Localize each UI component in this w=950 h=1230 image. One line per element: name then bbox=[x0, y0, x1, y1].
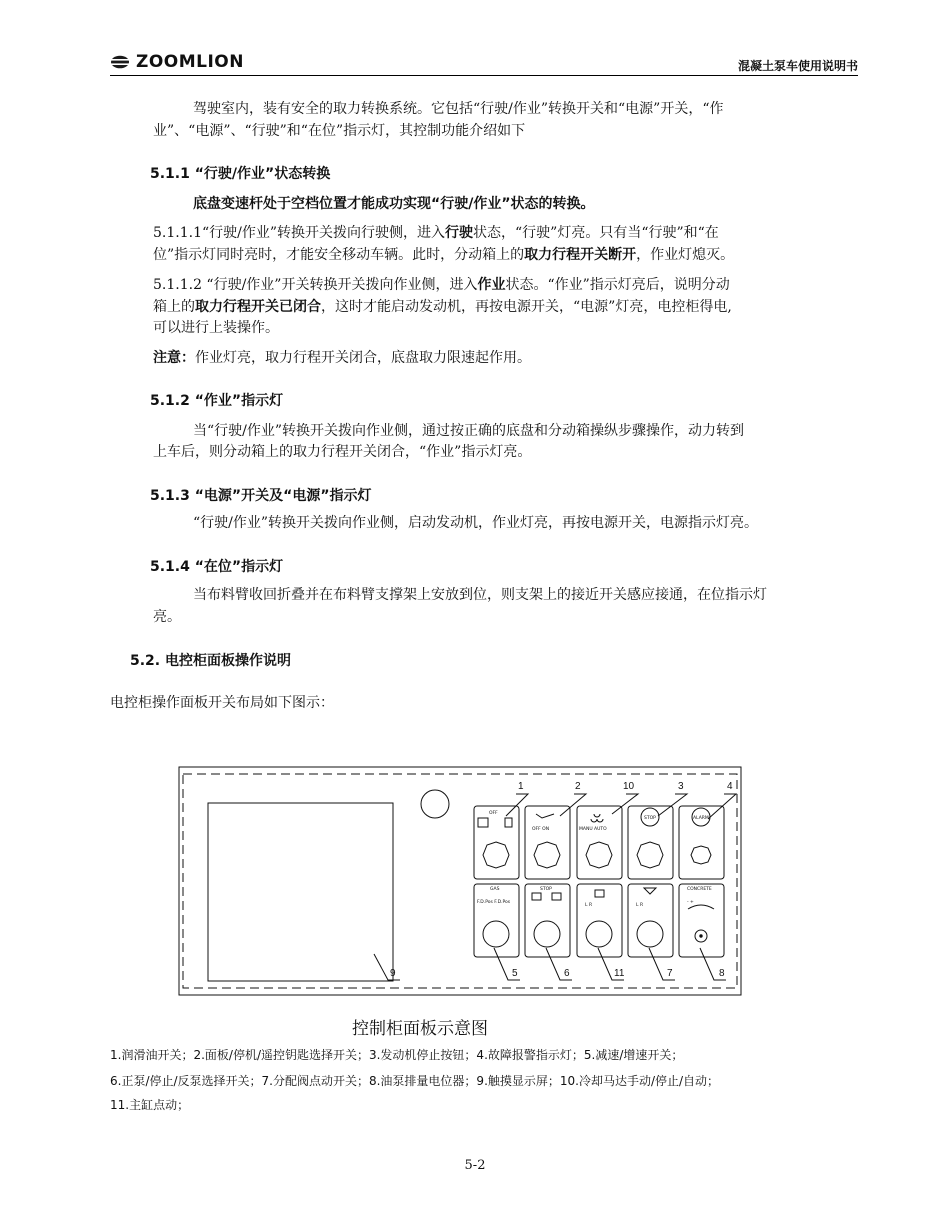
callout-11: 11 bbox=[614, 968, 625, 979]
callout-5: 5 bbox=[512, 968, 518, 979]
knob-5 bbox=[483, 921, 509, 947]
lube-icon bbox=[478, 818, 488, 827]
switch-box-5 bbox=[474, 884, 519, 957]
paragraph-5-1-4-line-2: 亮。 bbox=[153, 609, 181, 625]
legend-line-1: 1.润滑油开关；2.面板/停机/遥控钥匙选择开关；3.发动机停止按钮；4.故障报警指示灯；5.减速/增速开关； bbox=[110, 1048, 684, 1062]
knob-4 bbox=[691, 846, 711, 864]
section-heading-5-1-2: 5.1.2 “作业”指示灯 bbox=[150, 393, 284, 409]
label-off-on: OFF ON bbox=[532, 827, 550, 832]
paragraph-5-1-3: “行驶/作业”转换开关拨向作业侧，启动发动机，作业灯亮，再按电源开关，电源指示灯亮。 bbox=[193, 515, 759, 531]
attention-note: 注意：作业灯亮，取力行程开关闭合，底盘取力限速起作用。 bbox=[153, 350, 531, 366]
callout-1: 1 bbox=[518, 781, 524, 792]
panel-layout-intro: 电控柜操作面板开关布局如下图示： bbox=[110, 695, 334, 711]
knob-6 bbox=[534, 921, 560, 947]
paragraph-5-1-1-2-line-1: 5.1.1.2 “行驶/作业”开关转换开关拨向作业侧，进入作业状态。“作业”指示灯亮后，说明分动 bbox=[153, 277, 730, 293]
intro-line-2: 业”、“电源”、“行驶”和“在位”指示灯，其控制功能介绍如下 bbox=[153, 123, 526, 139]
knob-2 bbox=[534, 842, 560, 868]
section-heading-5-1-1: 5.1.1 “行驶/作业”状态转换 bbox=[150, 166, 331, 182]
manual-title: 混凝土泵车使用说明书 bbox=[737, 59, 858, 73]
diagram-caption: 控制柜面板示意图 bbox=[352, 1019, 488, 1039]
paragraph-5-1-1-1-line-2: 位”指示灯同时亮时，才能安全移动车辆。此时，分动箱上的取力行程开关断开，作业灯熄灭。 bbox=[153, 247, 735, 263]
brand-name: ZOOMLION bbox=[136, 52, 244, 72]
touch-screen bbox=[208, 803, 393, 981]
switch-box-7 bbox=[628, 884, 673, 957]
concrete-arc-icon bbox=[688, 905, 714, 909]
fan-icon bbox=[591, 814, 603, 822]
brand-logo bbox=[110, 52, 244, 72]
paragraph-5-1-2-line-2: 上车后，则分动箱上的取力行程开关闭合，“作业”指示灯亮。 bbox=[153, 444, 532, 460]
knob-3 bbox=[637, 842, 663, 868]
label-gas-sub: F.D.Pos F.D.Pos bbox=[477, 900, 511, 905]
intro-line-1: 驾驶室内，装有安全的取力转换系统。它包括“行驶/作业”转换开关和“电源”开关，“作 bbox=[193, 101, 724, 117]
switch-box-8 bbox=[679, 884, 724, 957]
knob-1 bbox=[483, 842, 509, 868]
knob-7 bbox=[637, 921, 663, 947]
section-heading-5-1-4: 5.1.4 “在位”指示灯 bbox=[150, 559, 284, 575]
label-manu-auto: MANU AUTO bbox=[579, 827, 607, 832]
label-stop: STOP bbox=[644, 816, 656, 821]
paragraph-5-1-1-1-line-1: 5.1.1.1“行驶/作业”转换开关拨向行驶侧，进入行驶状态，“行驶”灯亮。只有当“行驶”和“在 bbox=[153, 225, 719, 241]
callout-8: 8 bbox=[719, 968, 725, 979]
callout-2: 2 bbox=[575, 781, 581, 792]
label-concrete: CONCRETE bbox=[687, 887, 712, 892]
callout-7: 7 bbox=[667, 968, 673, 979]
zoomlion-logo-icon bbox=[110, 55, 130, 69]
switch-box-11 bbox=[577, 884, 622, 957]
label-lr-1: L R bbox=[585, 903, 593, 908]
label-gas: GAS bbox=[490, 887, 500, 892]
emergency-button bbox=[421, 790, 449, 818]
attention-label: 注意： bbox=[153, 350, 195, 366]
paragraph-5-1-1-2-line-3: 可以进行上装操作。 bbox=[153, 320, 279, 336]
callout-3: 3 bbox=[678, 781, 684, 792]
label-lr-2: L R bbox=[636, 903, 644, 908]
page-number: 5-2 bbox=[464, 1158, 486, 1173]
callout-6: 6 bbox=[564, 968, 570, 979]
knob-10 bbox=[586, 842, 612, 868]
label-stop-2: STOP bbox=[540, 887, 552, 892]
knob-11 bbox=[586, 921, 612, 947]
legend-line-2: 6.正泵/停止/反泵选择开关；7.分配阀点动开关；8.油泵排量电位器；9.触摸显示屏；10.冷却马达手动/停止/自动； bbox=[110, 1074, 720, 1088]
header-divider bbox=[110, 75, 858, 76]
label-alarm: ALARM bbox=[693, 816, 709, 821]
paragraph-5-1-1-2-line-2: 箱上的取力行程开关已闭合，这时才能启动发动机，再按电源开关，“电源”灯亮，电控柜得电, bbox=[153, 299, 732, 315]
panel-outer-frame bbox=[179, 767, 741, 995]
control-panel-diagram bbox=[178, 766, 743, 998]
section-heading-5-2: 5.2. 电控柜面板操作说明 bbox=[130, 653, 291, 669]
section-heading-5-1-3: 5.1.3 “电源”开关及“电源”指示灯 bbox=[150, 488, 372, 504]
label-off: OFF bbox=[489, 811, 498, 816]
callout-4: 4 bbox=[727, 781, 733, 792]
legend-line-3: 11.主缸点动； bbox=[110, 1098, 190, 1112]
label-concrete-sub: - + bbox=[687, 900, 694, 905]
callout-9: 9 bbox=[390, 968, 396, 979]
callout-10: 10 bbox=[623, 781, 635, 792]
paragraph-5-1-2-line-1: 当“行驶/作业”转换开关拨向作业侧，通过按正确的底盘和分动箱操纵步骤操作，动力转到 bbox=[193, 423, 745, 439]
gear-neutral-note: 底盘变速杆处于空档位置才能成功实现“行驶/作业”状态的转换。 bbox=[193, 196, 595, 212]
paragraph-5-1-4-line-1: 当布料臂收回折叠并在布料臂支撑架上安放到位，则支架上的接近开关感应接通，在位指示灯 bbox=[193, 587, 767, 603]
